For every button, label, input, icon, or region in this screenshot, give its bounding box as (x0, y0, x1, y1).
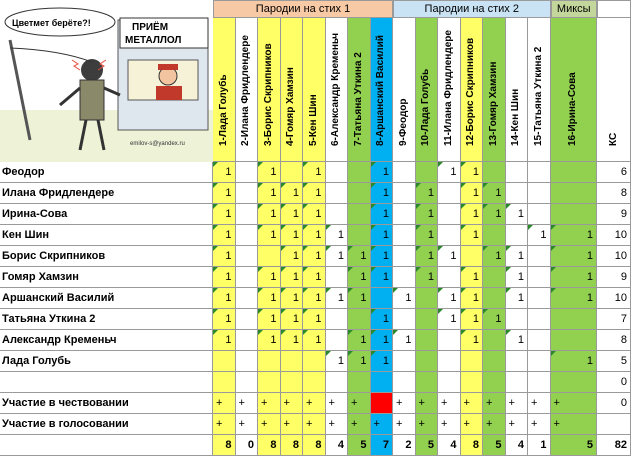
table-cell[interactable]: 1 (213, 225, 236, 246)
table-cell[interactable]: 1 (326, 246, 349, 267)
table-cell[interactable] (236, 162, 259, 183)
table-cell[interactable]: 1 (371, 183, 394, 204)
table-cell[interactable]: 1 (348, 288, 371, 309)
column-header-10[interactable] (416, 18, 439, 162)
table-cell[interactable] (416, 309, 439, 330)
table-cell[interactable] (416, 288, 439, 309)
table-cell[interactable]: + (303, 414, 326, 435)
table-cell[interactable] (371, 372, 394, 393)
column-label: КС (607, 132, 619, 146)
table-cell[interactable]: 1 (326, 288, 349, 309)
table-cell[interactable] (236, 225, 259, 246)
table-cell[interactable]: 1 (281, 288, 304, 309)
table-cell[interactable]: 1 (416, 267, 439, 288)
table-cell[interactable] (236, 267, 259, 288)
table-cell[interactable]: 0 (597, 372, 631, 393)
table-cell[interactable] (236, 330, 259, 351)
table-cell[interactable]: 1 (303, 330, 326, 351)
column-label: 6-Александр Кременьч (330, 32, 342, 146)
table-cell[interactable]: 8 (597, 183, 631, 204)
table-cell[interactable]: 1 (258, 225, 281, 246)
table-cell[interactable] (258, 246, 281, 267)
table-cell[interactable]: + (236, 414, 259, 435)
column-header-1[interactable] (213, 18, 236, 162)
column-header-6[interactable] (326, 18, 349, 162)
table-cell[interactable]: + (393, 414, 416, 435)
table-cell[interactable]: + (438, 393, 461, 414)
table-cell[interactable]: 0 (597, 393, 631, 414)
table-cell[interactable] (438, 267, 461, 288)
table-cell[interactable]: + (236, 393, 259, 414)
row-name[interactable]: Гомяр Хамзин (0, 267, 213, 288)
table-cell[interactable] (258, 372, 281, 393)
table-cell[interactable] (483, 288, 506, 309)
table-cell[interactable]: 1 (213, 204, 236, 225)
row-name[interactable] (0, 372, 213, 393)
table-cell[interactable] (551, 183, 598, 204)
table-cell[interactable] (393, 204, 416, 225)
table-cell[interactable]: 1 (258, 330, 281, 351)
table-cell[interactable]: 1 (483, 204, 506, 225)
column-header-11[interactable] (438, 18, 461, 162)
table-cell[interactable] (303, 351, 326, 372)
table-cell[interactable]: 8 (461, 435, 484, 456)
table-cell[interactable]: 1 (461, 204, 484, 225)
table-cell[interactable]: 1 (258, 309, 281, 330)
column-label: 3-Борис Скрипников (262, 43, 274, 146)
table-cell[interactable] (551, 162, 598, 183)
table-cell[interactable]: + (258, 393, 281, 414)
table-cell[interactable] (528, 204, 551, 225)
table-cell[interactable] (348, 162, 371, 183)
table-cell[interactable]: 5 (551, 435, 598, 456)
cartoon-illustration (0, 0, 213, 162)
table-cell[interactable]: 1 (213, 162, 236, 183)
table-cell[interactable]: 1 (506, 330, 529, 351)
table-cell[interactable]: 7 (597, 309, 631, 330)
table-cell[interactable]: 5 (416, 435, 439, 456)
column-header-3[interactable] (258, 18, 281, 162)
table-cell[interactable] (326, 183, 349, 204)
row-name[interactable]: Татьяна Уткина 2 (0, 309, 213, 330)
table-cell[interactable]: 1 (258, 183, 281, 204)
column-label: 1-Лада Голубь (217, 74, 229, 146)
table-cell[interactable] (528, 351, 551, 372)
table-cell[interactable] (303, 372, 326, 393)
table-cell[interactable] (326, 162, 349, 183)
table-cell[interactable]: 1 (303, 246, 326, 267)
table-cell[interactable] (438, 204, 461, 225)
table-cell[interactable]: 1 (258, 162, 281, 183)
table-cell[interactable]: 1 (303, 183, 326, 204)
table-cell[interactable]: + (348, 414, 371, 435)
table-cell[interactable]: 82 (597, 435, 631, 456)
table-cell[interactable] (551, 204, 598, 225)
table-cell[interactable]: 1 (371, 330, 394, 351)
table-cell[interactable]: 1 (303, 288, 326, 309)
table-cell[interactable]: 1 (213, 183, 236, 204)
table-cell[interactable]: + (506, 414, 529, 435)
column-header-2[interactable] (236, 18, 259, 162)
table-cell[interactable]: 1 (348, 267, 371, 288)
table-cell[interactable]: 1 (371, 162, 394, 183)
row-name[interactable]: Борис Скрипников (0, 246, 213, 267)
table-cell[interactable]: 1 (371, 351, 394, 372)
table-cell[interactable]: + (326, 393, 349, 414)
table-cell[interactable] (528, 309, 551, 330)
cartoon-image (0, 0, 213, 162)
table-cell[interactable]: 8 (213, 435, 236, 456)
table-cell[interactable]: 1 (438, 246, 461, 267)
table-cell[interactable]: 5 (597, 351, 631, 372)
table-cell[interactable]: 1 (461, 183, 484, 204)
table-cell[interactable]: 5 (483, 435, 506, 456)
table-cell[interactable]: 6 (597, 162, 631, 183)
table-cell[interactable] (483, 372, 506, 393)
column-header-4[interactable] (281, 18, 304, 162)
table-cell[interactable] (393, 246, 416, 267)
column-header-12[interactable] (461, 18, 484, 162)
table-cell[interactable] (348, 372, 371, 393)
table-cell[interactable] (506, 372, 529, 393)
table-cell[interactable]: 1 (551, 351, 598, 372)
table-cell[interactable] (281, 162, 304, 183)
table-cell[interactable]: + (416, 393, 439, 414)
table-cell[interactable]: 1 (461, 330, 484, 351)
table-cell[interactable] (393, 351, 416, 372)
table-cell[interactable]: 4 (438, 435, 461, 456)
table-cell[interactable]: 1 (303, 225, 326, 246)
table-cell[interactable]: 1 (483, 246, 506, 267)
table-cell[interactable]: 1 (326, 351, 349, 372)
table-cell[interactable]: 1 (416, 204, 439, 225)
column-label: 8-Аршанский Василий (375, 35, 387, 146)
table-cell[interactable]: 7 (371, 435, 394, 456)
table-cell[interactable] (393, 372, 416, 393)
table-cell[interactable]: + (551, 393, 598, 414)
table-cell[interactable]: + (528, 393, 551, 414)
table-cell[interactable]: 1 (438, 309, 461, 330)
table-cell[interactable]: 1 (213, 330, 236, 351)
row-name[interactable]: Лада Голубь (0, 351, 213, 372)
table-cell[interactable] (348, 204, 371, 225)
table-cell[interactable] (483, 225, 506, 246)
table-cell[interactable] (551, 372, 598, 393)
table-cell[interactable] (438, 225, 461, 246)
table-cell[interactable]: + (483, 393, 506, 414)
table-cell[interactable] (528, 372, 551, 393)
table-cell[interactable]: 1 (551, 288, 598, 309)
table-cell[interactable]: 0 (236, 435, 259, 456)
table-cell[interactable] (461, 372, 484, 393)
table-cell[interactable]: 8 (597, 330, 631, 351)
table-cell[interactable] (326, 372, 349, 393)
table-cell[interactable] (461, 351, 484, 372)
table-cell[interactable] (438, 330, 461, 351)
table-cell[interactable]: 1 (551, 246, 598, 267)
column-label: 10-Лада Голубь (420, 68, 432, 146)
group-header-2: Пародии на стих 2 (393, 0, 551, 18)
table-cell[interactable] (416, 372, 439, 393)
table-cell[interactable] (348, 225, 371, 246)
table-cell[interactable]: 1 (461, 309, 484, 330)
table-cell[interactable]: 1 (281, 330, 304, 351)
table-cell[interactable]: 1 (258, 267, 281, 288)
table-cell[interactable]: 1 (303, 162, 326, 183)
table-cell[interactable]: 1 (281, 309, 304, 330)
table-cell[interactable]: 1 (348, 246, 371, 267)
table-cell[interactable]: 10 (597, 246, 631, 267)
table-cell[interactable] (551, 330, 598, 351)
column-label: 14-Кен Шин (510, 88, 522, 146)
table-cell[interactable] (258, 351, 281, 372)
table-cell[interactable]: 1 (438, 162, 461, 183)
row-name[interactable]: Участие в чествовании (0, 393, 213, 414)
row-name[interactable]: Илана Фридлендере (0, 183, 213, 204)
table-cell[interactable]: + (326, 414, 349, 435)
table-cell[interactable] (416, 162, 439, 183)
table-cell[interactable] (393, 183, 416, 204)
table-cell[interactable]: 1 (483, 183, 506, 204)
table-cell[interactable]: 8 (303, 435, 326, 456)
table-cell[interactable]: 1 (258, 204, 281, 225)
column-header-17[interactable] (597, 18, 631, 162)
table-cell[interactable]: 1 (213, 288, 236, 309)
table-cell[interactable]: 1 (461, 267, 484, 288)
table-cell[interactable] (213, 372, 236, 393)
table-cell[interactable]: 1 (348, 351, 371, 372)
table-cell[interactable]: + (281, 414, 304, 435)
table-cell[interactable]: 1 (416, 246, 439, 267)
column-header-15[interactable] (528, 18, 551, 162)
column-header-5[interactable] (303, 18, 326, 162)
table-cell[interactable] (438, 372, 461, 393)
table-cell[interactable] (506, 225, 529, 246)
table-cell[interactable]: 1 (371, 309, 394, 330)
table-cell[interactable]: 1 (506, 204, 529, 225)
table-cell[interactable]: 9 (597, 204, 631, 225)
table-cell[interactable] (236, 183, 259, 204)
table-cell[interactable]: 1 (438, 288, 461, 309)
table-cell[interactable]: + (213, 414, 236, 435)
table-cell[interactable] (393, 162, 416, 183)
table-cell[interactable] (483, 351, 506, 372)
table-cell[interactable]: + (213, 393, 236, 414)
table-cell[interactable]: 1 (281, 267, 304, 288)
table-cell[interactable] (597, 414, 631, 435)
table-cell[interactable]: 1 (528, 435, 551, 456)
table-cell[interactable]: 1 (416, 183, 439, 204)
table-cell[interactable]: 1 (303, 309, 326, 330)
table-cell[interactable]: + (258, 414, 281, 435)
column-label: 5-Кен Шин (307, 94, 319, 146)
table-cell[interactable] (326, 309, 349, 330)
table-cell[interactable]: 1 (258, 288, 281, 309)
table-cell[interactable]: + (348, 393, 371, 414)
group-header-3: Миксы (551, 0, 598, 18)
table-cell[interactable]: 1 (213, 246, 236, 267)
table-cell[interactable] (236, 372, 259, 393)
table-cell[interactable] (551, 309, 598, 330)
table-cell[interactable]: 5 (348, 435, 371, 456)
table-cell[interactable]: 1 (528, 225, 551, 246)
table-cell[interactable]: + (483, 414, 506, 435)
table-cell[interactable]: + (416, 414, 439, 435)
table-cell[interactable] (506, 309, 529, 330)
table-cell[interactable]: 4 (506, 435, 529, 456)
table-cell[interactable]: 1 (506, 246, 529, 267)
sign-top: ПРИЁМ (132, 22, 169, 33)
column-label: 12-Борис Скрипников (465, 37, 477, 146)
row-name[interactable]: Участие в голосовании (0, 414, 213, 435)
table-cell[interactable] (326, 330, 349, 351)
column-label: 11-Илана Фридлендере (442, 30, 454, 146)
group-header-blank (597, 0, 631, 18)
column-label: 4-Гомяр Хамзин (285, 67, 297, 146)
table-cell[interactable]: 1 (213, 267, 236, 288)
table-cell[interactable]: 10 (597, 288, 631, 309)
table-cell[interactable]: + (461, 393, 484, 414)
table-cell[interactable] (416, 330, 439, 351)
table-cell[interactable] (371, 288, 394, 309)
table-cell[interactable] (483, 162, 506, 183)
table-cell[interactable] (528, 330, 551, 351)
table-cell[interactable]: 1 (551, 225, 598, 246)
column-label: 2-Илана Фридлендере (240, 35, 252, 146)
table-cell[interactable] (371, 393, 394, 414)
table-cell[interactable]: + (461, 414, 484, 435)
table-cell[interactable]: 8 (258, 435, 281, 456)
table-cell[interactable] (393, 225, 416, 246)
column-header-13[interactable] (483, 18, 506, 162)
table-cell[interactable] (528, 288, 551, 309)
table-cell[interactable] (506, 351, 529, 372)
table-cell[interactable]: + (393, 393, 416, 414)
column-header-7[interactable] (348, 18, 371, 162)
column-label: 7-Татьяна Уткина 2 (352, 52, 364, 146)
table-cell[interactable]: + (438, 414, 461, 435)
table-cell[interactable] (528, 183, 551, 204)
row-name[interactable] (0, 435, 213, 456)
row-name[interactable]: Кен Шин (0, 225, 213, 246)
column-header-9[interactable] (393, 18, 416, 162)
table-cell[interactable] (213, 351, 236, 372)
row-name[interactable]: Александр Кременьч (0, 330, 213, 351)
table-cell[interactable] (393, 309, 416, 330)
table-cell[interactable]: 1 (461, 225, 484, 246)
table-cell[interactable] (483, 330, 506, 351)
row-name[interactable]: Феодор (0, 162, 213, 183)
table-cell[interactable]: 1 (461, 288, 484, 309)
column-header-8[interactable] (371, 18, 394, 162)
row-name[interactable]: Ирина-Сова (0, 204, 213, 225)
table-cell[interactable]: 1 (303, 267, 326, 288)
column-label: 16-Ирина-Сова (567, 72, 579, 146)
table-cell[interactable] (236, 351, 259, 372)
table-cell[interactable]: 2 (393, 435, 416, 456)
table-cell[interactable] (461, 246, 484, 267)
table-cell[interactable]: 1 (281, 183, 304, 204)
table-cell[interactable]: 1 (506, 288, 529, 309)
sign-bottom: МЕТАЛЛОЛ (125, 35, 182, 46)
table-cell[interactable]: + (551, 414, 598, 435)
table-cell[interactable]: 1 (551, 267, 598, 288)
group-header-1: Пародии на стих 1 (213, 0, 393, 18)
table-cell[interactable]: 1 (483, 309, 506, 330)
table-cell[interactable] (236, 309, 259, 330)
column-header-16[interactable] (551, 18, 598, 162)
table-cell[interactable]: + (281, 393, 304, 414)
table-cell[interactable]: 1 (393, 330, 416, 351)
table-cell[interactable]: 1 (281, 225, 304, 246)
table-cell[interactable] (236, 204, 259, 225)
table-cell[interactable] (393, 267, 416, 288)
table-cell[interactable]: 1 (213, 309, 236, 330)
table-cell[interactable] (528, 246, 551, 267)
table-cell[interactable]: 1 (326, 225, 349, 246)
table-cell[interactable]: 1 (281, 246, 304, 267)
table-cell[interactable]: 9 (597, 267, 631, 288)
table-cell[interactable]: 1 (371, 267, 394, 288)
table-cell[interactable]: 10 (597, 225, 631, 246)
table-cell[interactable]: 1 (281, 204, 304, 225)
table-cell[interactable]: 1 (371, 225, 394, 246)
column-label: 13-Гомяр Хамзин (487, 61, 499, 146)
table-cell[interactable]: 1 (416, 225, 439, 246)
table-cell[interactable] (416, 351, 439, 372)
table-cell[interactable]: + (371, 414, 394, 435)
column-label: 15-Татьяна Уткина 2 (532, 46, 544, 146)
table-cell[interactable] (281, 372, 304, 393)
table-cell[interactable] (348, 309, 371, 330)
table-cell[interactable] (236, 288, 259, 309)
table-cell[interactable]: 1 (348, 330, 371, 351)
column-label: 9-Феодор (397, 98, 409, 146)
speech-bubble: Цветмет берёте?! (12, 18, 91, 28)
table-cell[interactable]: 4 (326, 435, 349, 456)
table-cell[interactable]: + (506, 393, 529, 414)
table-cell[interactable] (483, 267, 506, 288)
row-name[interactable]: Аршанский Василий (0, 288, 213, 309)
table-cell[interactable] (348, 183, 371, 204)
table-cell[interactable] (528, 267, 551, 288)
cartoon-signature: emilov-s@yandex.ru (130, 141, 185, 147)
column-header-14[interactable] (506, 18, 529, 162)
table-cell[interactable] (438, 351, 461, 372)
table-cell[interactable]: 1 (461, 162, 484, 183)
table-cell[interactable] (528, 162, 551, 183)
table-cell[interactable]: + (303, 393, 326, 414)
table-cell[interactable]: 1 (371, 246, 394, 267)
table-cell[interactable]: 1 (393, 288, 416, 309)
table-cell[interactable] (326, 204, 349, 225)
table-cell[interactable] (326, 267, 349, 288)
table-cell[interactable]: 8 (281, 435, 304, 456)
table-cell[interactable] (281, 351, 304, 372)
table-cell[interactable]: + (528, 414, 551, 435)
table-cell[interactable]: 1 (303, 204, 326, 225)
table-cell[interactable]: 1 (371, 204, 394, 225)
table-cell[interactable] (506, 162, 529, 183)
table-cell[interactable] (438, 183, 461, 204)
table-cell[interactable] (236, 246, 259, 267)
table-cell[interactable] (506, 183, 529, 204)
table-cell[interactable]: 1 (506, 267, 529, 288)
